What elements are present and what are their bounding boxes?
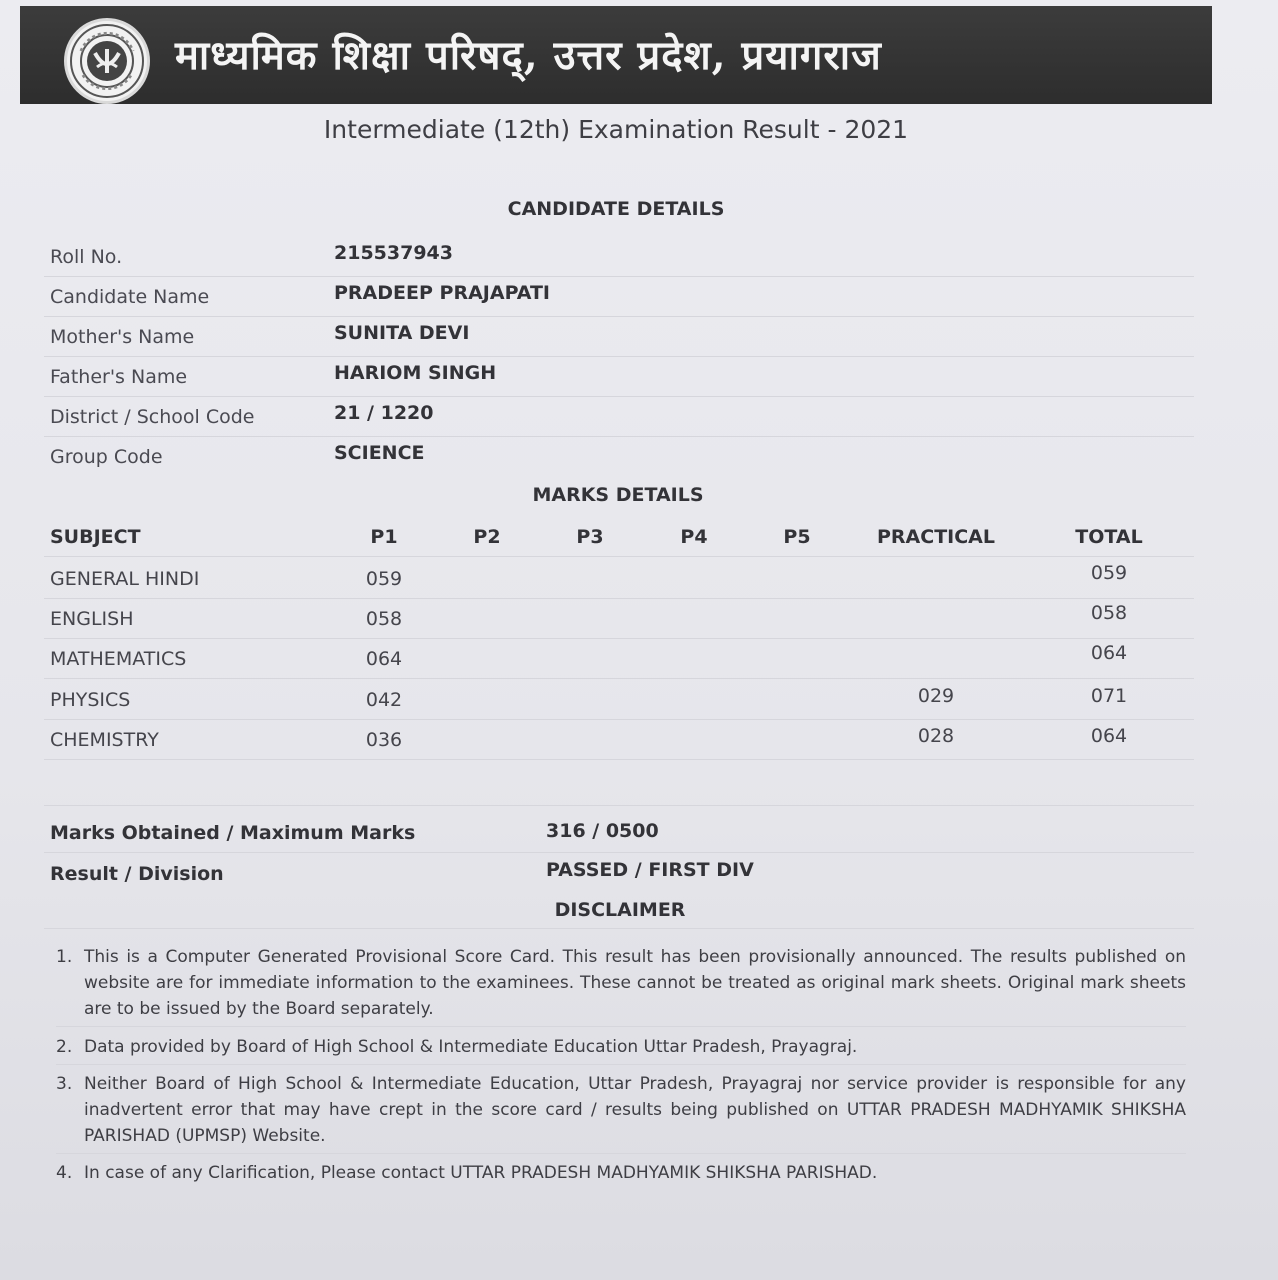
p1-header: P1: [370, 526, 398, 548]
marks-obtained-value: 316 / 0500: [546, 820, 659, 842]
marks-summary-row: [44, 812, 1194, 853]
disclaimer-item: [56, 1071, 1186, 1154]
table-row: [44, 598, 1194, 639]
total-cell: 058: [1090, 602, 1128, 624]
result-division-value: PASSED / FIRST DIV: [546, 859, 754, 881]
disclaimer-item-text: Data provided by Board of High School & Intermediate Education Uttar Pradesh, Prayagraj.: [84, 1037, 858, 1057]
disclaimer-item-number: 3.: [56, 1074, 73, 1094]
header-bar: [20, 6, 1212, 104]
father-name-label: Father's Name: [50, 366, 188, 388]
total-cell: 064: [1090, 642, 1128, 664]
group-code-value: SCIENCE: [334, 442, 425, 464]
p3-header: P3: [576, 526, 604, 548]
exam-title: Intermediate (12th) Examination Result - 2021: [323, 115, 909, 144]
p1-cell: 042: [365, 689, 403, 711]
result-division-label: Result / Division: [50, 863, 224, 885]
total-cell: 071: [1090, 685, 1128, 707]
disclaimer-item: [56, 1160, 1186, 1190]
table-row: [44, 719, 1194, 760]
candidate-details-heading: CANDIDATE DETAILS: [507, 198, 725, 220]
p4-header: P4: [680, 526, 708, 548]
p1-cell: 064: [365, 648, 403, 670]
disclaimer-item: [56, 1034, 1186, 1065]
candidate-row-roll-no: [44, 236, 1194, 277]
board-title: माध्यमिक शिक्षा परिषद्, उत्तर प्रदेश, प्रयागराज: [175, 32, 882, 79]
marks-details-heading: MARKS DETAILS: [532, 484, 704, 506]
mother-name-value: SUNITA DEVI: [334, 322, 470, 344]
candidate-row-name: [44, 276, 1194, 317]
total-cell: 064: [1090, 725, 1128, 747]
upmsp-emblem-icon: [64, 18, 150, 104]
candidate-name-value: PRADEEP PRAJAPATI: [334, 282, 551, 304]
disclaimer-item-number: 4.: [56, 1163, 73, 1183]
roll-no-label: Roll No.: [50, 246, 123, 268]
group-code-label: Group Code: [50, 446, 163, 468]
table-row: [44, 638, 1194, 679]
disclaimer-item-number: 2.: [56, 1037, 73, 1057]
practical-cell: 029: [917, 685, 955, 707]
roll-no-value: 215537943: [334, 242, 453, 264]
subject-cell: PHYSICS: [50, 689, 131, 711]
p1-cell: 059: [365, 568, 403, 590]
result-division-row: [44, 853, 1194, 893]
practical-cell: 028: [917, 725, 955, 747]
p5-header: P5: [783, 526, 811, 548]
total-cell: 059: [1090, 562, 1128, 584]
practical-header: PRACTICAL: [877, 526, 995, 548]
father-name-value: HARIOM SINGH: [334, 362, 497, 384]
subject-cell: ENGLISH: [50, 608, 134, 630]
subject-cell: GENERAL HINDI: [50, 568, 200, 590]
disclaimer-item: [56, 944, 1186, 1027]
disclaimer-item-text: In case of any Clarification, Please contact UTTAR PRADESH MADHYAMIK SHIKSHA PARISHAD.: [84, 1163, 878, 1183]
candidate-name-label: Candidate Name: [50, 286, 210, 308]
disclaimer-item-text: This is a Computer Generated Provisional Score Card. This result has been provisionally announced. The results published on website are for immediate information to the examinees. These cannot be treated as original mark sheets. Original mark sheets are to be issued by the Board separately.: [84, 947, 1186, 1019]
district-school-code-value: 21 / 1220: [334, 402, 434, 424]
p1-cell: 058: [365, 608, 403, 630]
table-row: [44, 558, 1194, 599]
disclaimer-item-text: Neither Board of High School & Intermediate Education, Uttar Pradesh, Prayagraj nor service provider is responsible for any inadvertent error that may have crept in the score card / results being published on UTTAR PRADESH MADHYAMIK SHIKSHA PARISHAD (UPMSP) Website.: [84, 1074, 1186, 1146]
candidate-row-district: [44, 396, 1194, 437]
candidate-row-mother: [44, 316, 1194, 357]
p1-cell: 036: [365, 729, 403, 751]
subject-cell: MATHEMATICS: [50, 648, 187, 670]
disclaimer-item-number: 1.: [56, 947, 73, 967]
marks-obtained-label: Marks Obtained / Maximum Marks: [50, 822, 416, 844]
marks-header-row: [44, 516, 1194, 557]
table-row: [44, 679, 1194, 720]
subject-cell: CHEMISTRY: [50, 729, 159, 751]
candidate-row-father: [44, 356, 1194, 397]
p2-header: P2: [473, 526, 501, 548]
mother-name-label: Mother's Name: [50, 326, 195, 348]
divider: [44, 928, 1194, 929]
subject-header: SUBJECT: [50, 526, 141, 548]
district-school-code-label: District / School Code: [50, 406, 255, 428]
divider: [44, 805, 1194, 806]
total-header: TOTAL: [1075, 526, 1143, 548]
disclaimer-heading: DISCLAIMER: [554, 899, 686, 921]
candidate-row-group: [44, 436, 1194, 476]
